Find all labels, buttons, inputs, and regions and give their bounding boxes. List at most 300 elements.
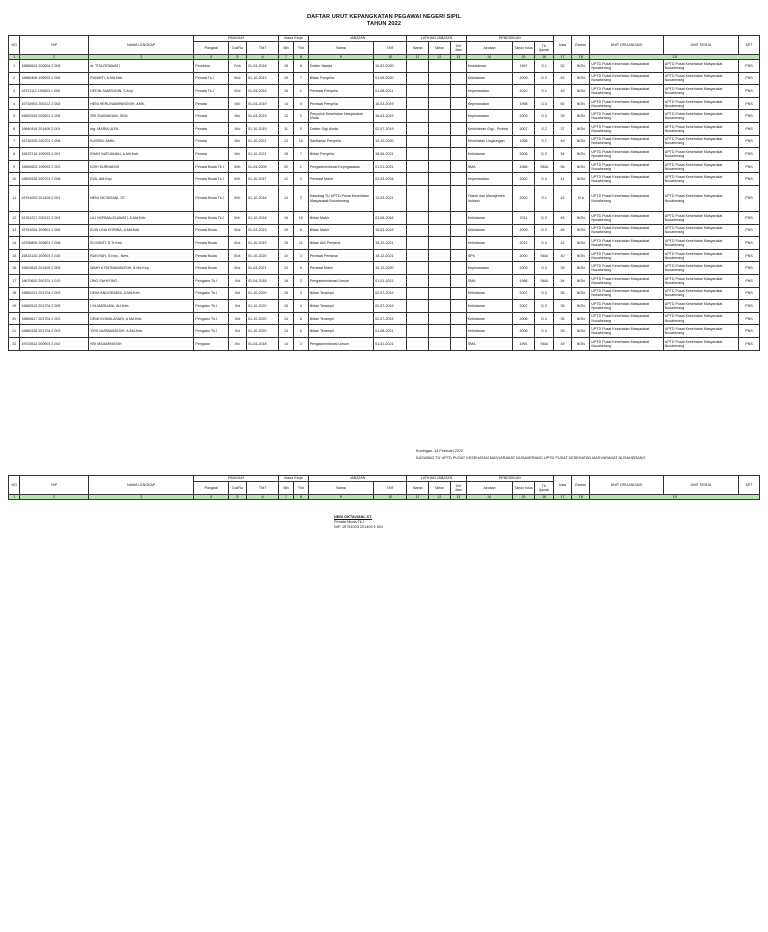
column-number: 4 — [194, 495, 228, 500]
row-eselon: NON — [572, 224, 590, 237]
table-row — [9, 135, 760, 148]
row-jabatan: Bidan Penyelia — [308, 72, 373, 85]
subheader-cell: Nama — [407, 482, 429, 495]
row-unit-kerja: UPTD Pusat Kesehatan Masyarakat Nusaherang — [663, 325, 739, 338]
row-jurusan: Kebidanan — [466, 224, 512, 237]
row-unit-kerja: UPTD Pusat Kesehatan Masyarakat Nusaherang — [663, 275, 739, 288]
row-tahun-lulus: 1986 — [512, 275, 535, 288]
row-masa-kerja-thn: 6 — [293, 224, 308, 237]
row-golongan: II/d — [228, 312, 246, 325]
row-jabatan: Bidan Mahir — [308, 224, 373, 237]
column-number: 9 — [308, 55, 373, 60]
table-row — [9, 173, 760, 186]
row-latihan-nama — [407, 148, 429, 161]
column-number: 2 — [20, 495, 89, 500]
row-jurusan: Kesehatan Lingkungan — [466, 135, 512, 148]
row-tmt-jabatan: 10-02-2020 — [374, 60, 407, 73]
row-pangkat: Pengatur — [194, 337, 228, 350]
row-eselon: NON — [572, 173, 590, 186]
header-no: NO — [9, 36, 20, 55]
row-tk-ijazah: S.1 — [535, 85, 553, 98]
row-masa-kerja-bln: 19 — [279, 72, 294, 85]
row-masa-kerja-bln: 11 — [279, 123, 294, 136]
row-latihan-tahun — [429, 287, 451, 300]
row-eselon: NON — [572, 85, 590, 98]
row-pangkat: Penata Muda — [194, 262, 228, 275]
row-usia: 46 — [553, 224, 571, 237]
row-masa-kerja-thn: 2 — [293, 186, 308, 212]
header-pendidikan: PENDIDIKAN — [466, 36, 553, 42]
row-ket: PNS — [739, 186, 760, 212]
row-unit-organisasi: UPTD Pusat Kesehatan Masyarakat Nusaherang — [590, 287, 663, 300]
row-latihan-jam — [450, 85, 466, 98]
row-no: 5 — [9, 110, 20, 123]
row-masa-kerja-bln: 15 — [279, 287, 294, 300]
row-unit-organisasi: UPTD Pusat Kesehatan Masyarakat Nusaherang — [590, 85, 663, 98]
column-number: 12 — [429, 495, 451, 500]
row-latihan-jam — [450, 312, 466, 325]
row-latihan-jam — [450, 212, 466, 225]
row-jurusan: Kebidanan — [466, 312, 512, 325]
row-ket: PNS — [739, 123, 760, 136]
row-tmt-jabatan: 10-12-2020 — [374, 262, 407, 275]
row-jurusan: Kebidanan — [466, 300, 512, 313]
table-row — [9, 97, 760, 110]
subheader-cell: Tk. Ijazah — [535, 482, 553, 495]
row-latihan-nama — [407, 262, 429, 275]
row-eselon: IV.b — [572, 186, 590, 212]
row-masa-kerja-bln: 15 — [279, 237, 294, 250]
row-no: 1 — [9, 60, 20, 73]
row-unit-organisasi: UPTD Pusat Kesehatan Masyarakat Nusaherang — [590, 249, 663, 262]
row-nama: drg. MARIA ULFA — [89, 123, 194, 136]
row-latihan-tahun — [429, 60, 451, 73]
subheader-cell: Tahun — [429, 482, 451, 495]
column-number: 1 — [9, 495, 20, 500]
row-nama: YESI NURANINGSIH, A.Md.Keb. — [89, 325, 194, 338]
row-ket: PNS — [739, 262, 760, 275]
column-number: 2 — [20, 55, 89, 60]
row-masa-kerja-bln: 14 — [279, 97, 294, 110]
row-unit-kerja: UPTD Pusat Kesehatan Masyarakat Nusaherang — [663, 287, 739, 300]
row-jurusan: Kebidanan — [466, 72, 512, 85]
row-golongan: II/d — [228, 287, 246, 300]
row-latihan-tahun — [429, 186, 451, 212]
row-latihan-nama — [407, 212, 429, 225]
column-number: 4 — [194, 55, 228, 60]
row-latihan-tahun — [429, 325, 451, 338]
row-golongan: III/c — [228, 123, 246, 136]
row-nama: DEWI KOMALASARI, A.Md.Keb. — [89, 312, 194, 325]
row-masa-kerja-thn: 3 — [293, 275, 308, 288]
header-pendidikan: PENDIDIKAN — [466, 476, 553, 482]
row-unit-organisasi: UPTD Pusat Kesehatan Masyarakat Nusaherang — [590, 275, 663, 288]
row-unit-organisasi: UPTD Pusat Kesehatan Masyarakat Nusaherang — [590, 110, 663, 123]
row-tk-ijazah: D.3 — [535, 148, 553, 161]
row-jabatan: Perawat Mahir — [308, 173, 373, 186]
row-tahun-lulus: 2000 — [512, 249, 535, 262]
row-pangkat: Penata Muda Tk.I — [194, 212, 228, 225]
row-jabatan: Bidan Terampil — [308, 287, 373, 300]
row-usia: 36 — [553, 287, 571, 300]
row-tmt-jabatan: 18-06-2021 — [374, 148, 407, 161]
row-unit-organisasi: UPTD Pusat Kesehatan Masyarakat Nusaherang — [590, 312, 663, 325]
column-number: 1 — [9, 55, 20, 60]
row-ket: PNS — [739, 135, 760, 148]
row-masa-kerja-thn: 3 — [293, 249, 308, 262]
row-masa-kerja-thn: 4 — [293, 300, 308, 313]
row-tmt-jabatan: 02-07-2019 — [374, 287, 407, 300]
row-golongan: III/c — [228, 148, 246, 161]
table-row — [9, 325, 760, 338]
row-jabatan: Pengadministrasi Umum — [308, 275, 373, 288]
row-latihan-nama — [407, 135, 429, 148]
row-pangkat: Pembina — [194, 60, 228, 73]
signature-rank: Penata Muda Tk.I — [334, 520, 364, 525]
header-pangkat: PANGKAT — [194, 36, 279, 42]
column-number: 5 — [228, 55, 246, 60]
row-usia: 42 — [553, 186, 571, 212]
row-tmt-jabatan: 01-01-2021 — [374, 275, 407, 288]
row-tk-ijazah: D.3 — [535, 312, 553, 325]
row-tk-ijazah: D.3 — [535, 110, 553, 123]
row-tmt-pangkat: 01-10-2021 — [247, 135, 279, 148]
row-nip: 19720512 200901 2 002 — [20, 337, 89, 350]
row-usia: 35 — [553, 312, 571, 325]
header-pangkat: PANGKAT — [194, 476, 279, 482]
header-latihan-jabatan: LATIHAN JABATAN — [407, 36, 467, 42]
header-nip: NIP — [20, 476, 89, 495]
row-tahun-lulus: 2008 — [512, 312, 535, 325]
row-eselon: NON — [572, 160, 590, 173]
row-latihan-jam — [450, 224, 466, 237]
row-no: 3 — [9, 85, 20, 98]
column-number: 17 — [553, 55, 571, 60]
column-number: 7 — [279, 495, 294, 500]
row-unit-kerja: UPTD Pusat Kesehatan Masyarakat Nusaherang — [663, 300, 739, 313]
row-latihan-tahun — [429, 110, 451, 123]
row-nama: SRI SUKMAYANI, SKM. — [89, 110, 194, 123]
row-unit-organisasi: UPTD Pusat Kesehatan Masyarakat Nusaherang — [590, 148, 663, 161]
row-tk-ijazah: D.3 — [535, 224, 553, 237]
row-latihan-jam — [450, 72, 466, 85]
header-usia: Usia — [553, 476, 571, 495]
row-no: 21 — [9, 325, 20, 338]
row-golongan: III/d — [228, 72, 246, 85]
row-masa-kerja-bln: 13 — [279, 325, 294, 338]
row-usia: 49 — [553, 85, 571, 98]
row-pangkat: Penata Muda Tk.I — [194, 173, 228, 186]
row-tk-ijazah: SMA — [535, 160, 553, 173]
row-pangkat: Pengatur Tk.I — [194, 300, 228, 313]
row-nip: 19680624 200604 2 008 — [20, 60, 89, 73]
row-unit-organisasi: UPTD Pusat Kesehatan Masyarakat Nusaherang — [590, 72, 663, 85]
row-jabatan: Bidan Penyelia — [308, 148, 373, 161]
row-jabatan: Dokter Madya — [308, 60, 373, 73]
row-nama: WAHYU RATNANINGSIH, A.Md.Kep. — [89, 262, 194, 275]
row-masa-kerja-bln: 20 — [279, 160, 294, 173]
row-nama: RUKIYAH, S.Kep., Ners. — [89, 249, 194, 262]
row-pangkat: Pengatur Tk.I — [194, 312, 228, 325]
column-number: 19 — [590, 55, 760, 60]
row-nama: EDIH KURNIASIH — [89, 160, 194, 173]
row-masa-kerja-bln: 10 — [279, 249, 294, 262]
row-no: 6 — [9, 123, 20, 136]
row-latihan-nama — [407, 97, 429, 110]
row-tahun-lulus: 2007 — [512, 300, 535, 313]
row-masa-kerja-bln: 13 — [279, 135, 294, 148]
row-golongan: III/b — [228, 186, 246, 212]
row-nip: 19820815 201409 2 005 — [20, 262, 89, 275]
row-ket: PNS — [739, 287, 760, 300]
row-nip: 19790805 200801 2 008 — [20, 237, 89, 250]
row-no: 8 — [9, 148, 20, 161]
column-number: 13 — [450, 495, 466, 500]
signature-block — [334, 515, 383, 531]
row-ket: PNS — [739, 212, 760, 225]
row-latihan-tahun — [429, 85, 451, 98]
column-number: 18 — [572, 55, 590, 60]
row-masa-kerja-bln: 18 — [279, 60, 294, 73]
row-usia: 35 — [553, 325, 571, 338]
row-tmt-pangkat: 01-10-2019 — [247, 237, 279, 250]
row-ket: PNS — [739, 110, 760, 123]
column-number: 6 — [247, 495, 279, 500]
table-row — [9, 237, 760, 250]
row-golongan: III/c — [228, 135, 246, 148]
header-usia: Usia — [553, 36, 571, 55]
row-latihan-nama — [407, 300, 429, 313]
row-eselon: NON — [572, 312, 590, 325]
row-unit-kerja: UPTD Pusat Kesehatan Masyarakat Nusaherang — [663, 224, 739, 237]
row-ket: PNS — [739, 312, 760, 325]
row-tmt-jabatan: 15-12-2021 — [374, 249, 407, 262]
row-pangkat: Penata Tk.I — [194, 72, 228, 85]
row-nip: 19650603 199003 2 002 — [20, 160, 89, 173]
subheader-cell: TMT — [374, 42, 407, 55]
row-tmt-jabatan: 02-07-2019 — [374, 300, 407, 313]
subheader-cell: Thn — [293, 42, 308, 55]
row-usia: 52 — [553, 60, 571, 73]
column-number: 8 — [293, 55, 308, 60]
row-jurusan: SPK — [466, 249, 512, 262]
subheader-cell: TMT — [247, 42, 279, 55]
row-tmt-pangkat: 01-04-2018 — [247, 275, 279, 288]
row-latihan-jam — [450, 249, 466, 262]
row-golongan: II/d — [228, 275, 246, 288]
row-nama: ELIYANTI, S.Tr.Keb. — [89, 237, 194, 250]
signature-name: NENI OKTAVIANI, ST. — [334, 515, 373, 519]
row-unit-kerja: UPTD Pusat Kesehatan Masyarakat Nusaherang — [663, 212, 739, 225]
header-latihan-jabatan: LATIHAN JABATAN — [407, 476, 467, 482]
row-unit-kerja: UPTD Pusat Kesehatan Masyarakat Nusaherang — [663, 312, 739, 325]
row-pangkat: Penata Muda — [194, 237, 228, 250]
row-unit-organisasi: UPTD Pusat Kesehatan Masyarakat Nusaherang — [590, 135, 663, 148]
row-ket: PNS — [739, 249, 760, 262]
row-latihan-nama — [407, 72, 429, 85]
row-ket: PNS — [739, 160, 760, 173]
row-jurusan: Keperawatan — [466, 262, 512, 275]
row-jurusan: SMA — [466, 160, 512, 173]
row-unit-organisasi: UPTD Pusat Kesehatan Masyarakat Nusaherang — [590, 173, 663, 186]
row-latihan-tahun — [429, 123, 451, 136]
row-latihan-nama — [407, 186, 429, 212]
row-pangkat: Pengatur Tk.I — [194, 325, 228, 338]
row-no: 11 — [9, 186, 20, 212]
row-unit-organisasi: UPTD Pusat Kesehatan Masyarakat Nusaherang — [590, 212, 663, 225]
subheader-cell: Tahun lulus — [512, 42, 535, 55]
row-masa-kerja-thn: 3 — [293, 337, 308, 350]
row-usia: 54 — [553, 275, 571, 288]
row-tmt-jabatan: 01-01-2021 — [374, 160, 407, 173]
row-unit-organisasi: UPTD Pusat Kesehatan Masyarakat Nusaherang — [590, 123, 663, 136]
row-nip: 19670620 200701 1 010 — [20, 275, 89, 288]
row-eselon: NON — [572, 123, 590, 136]
row-masa-kerja-bln: 18 — [279, 148, 294, 161]
row-latihan-jam — [450, 148, 466, 161]
row-tmt-pangkat: 01-04-2019 — [247, 224, 279, 237]
row-pangkat: Penata Muda — [194, 224, 228, 237]
row-unit-kerja: UPTD Pusat Kesehatan Masyarakat Nusaherang — [663, 173, 739, 186]
row-tahun-lulus: 1998 — [512, 135, 535, 148]
row-jabatan: Bidan Mahir — [308, 212, 373, 225]
row-latihan-nama — [407, 287, 429, 300]
row-tk-ijazah: SMA — [535, 275, 553, 288]
row-unit-kerja: UPTD Pusat Kesehatan Masyarakat Nusaherang — [663, 135, 739, 148]
row-tmt-pangkat: 01-10-2018 — [247, 212, 279, 225]
row-tmt-pangkat: 01-04-2015 — [247, 85, 279, 98]
row-unit-kerja: UPTD Pusat Kesehatan Masyarakat Nusaherang — [663, 249, 739, 262]
row-latihan-jam — [450, 173, 466, 186]
row-tahun-lulus: 2002 — [512, 186, 535, 212]
row-jurusan: Keperawatan — [466, 173, 512, 186]
table-row — [9, 262, 760, 275]
header-nip: NIP — [20, 36, 89, 55]
row-tmt-pangkat: 01-04-2018 — [247, 337, 279, 350]
row-no: 15 — [9, 249, 20, 262]
row-ket: PNS — [739, 72, 760, 85]
row-nip: 19721112 199803 1 006 — [20, 85, 89, 98]
row-golongan: III/d — [228, 85, 246, 98]
row-unit-kerja: UPTD Pusat Kesehatan Masyarakat Nusaherang — [663, 123, 739, 136]
header-jabatan: JABATAN — [308, 476, 406, 482]
row-tk-ijazah: D.3 — [535, 97, 553, 110]
row-tmt-jabatan: 18-03-2019 — [374, 110, 407, 123]
row-usia: 45 — [553, 212, 571, 225]
subheader-cell: Bln — [279, 42, 294, 55]
signature-place-date: Kuningan, 14 Februari 2022 — [416, 449, 464, 453]
row-golongan: II/d — [228, 325, 246, 338]
header-unit-kerja: UNIT KERJA — [663, 476, 739, 495]
row-tmt-pangkat: 01-04-2019 — [247, 97, 279, 110]
row-nama: ONO SAHYONO — [89, 275, 194, 288]
row-tahun-lulus: 1991 — [512, 337, 535, 350]
row-jurusan: Keperawatan — [466, 85, 512, 98]
row-tmt-jabatan: 18-03-2019 — [374, 224, 407, 237]
row-tmt-pangkat: 01-04-2018 — [247, 60, 279, 73]
row-pangkat: Pengatur Tk.I — [194, 275, 228, 288]
row-no: 2 — [9, 72, 20, 85]
row-tk-ijazah: SMA — [535, 249, 553, 262]
subheader-cell: Tahun lulus — [512, 482, 535, 495]
row-golongan: III/c — [228, 110, 246, 123]
row-latihan-tahun — [429, 135, 451, 148]
row-no: 7 — [9, 135, 20, 148]
row-tmt-pangkat: 01-10-2019 — [247, 123, 279, 136]
row-latihan-tahun — [429, 72, 451, 85]
row-tmt-jabatan: 03-08-2016 — [374, 212, 407, 225]
subheader-cell: Jml Jam — [450, 42, 466, 55]
row-nip: 19761227 200212 2 004 — [20, 212, 89, 225]
header-ket: KET — [739, 36, 760, 55]
column-number: 15 — [512, 495, 535, 500]
subheader-cell: Tahun — [429, 42, 451, 55]
row-latihan-jam — [450, 337, 466, 350]
header-jabatan: JABATAN — [308, 36, 406, 42]
header-unit-kerja: UNIT KERJA — [663, 36, 739, 55]
row-tk-ijazah: D.3 — [535, 300, 553, 313]
row-tk-ijazah: D.3 — [535, 325, 553, 338]
row-nama: dr. TITA RITAWATI — [89, 60, 194, 73]
row-latihan-nama — [407, 249, 429, 262]
column-number: 11 — [407, 55, 429, 60]
column-number: 3 — [89, 55, 194, 60]
row-unit-organisasi: UPTD Pusat Kesehatan Masyarakat Nusaherang — [590, 262, 663, 275]
row-golongan: III/a — [228, 237, 246, 250]
row-nama: EVA, AM.Kep. — [89, 173, 194, 186]
row-tahun-lulus: 2009 — [512, 224, 535, 237]
column-number: 7 — [279, 55, 294, 60]
table-row — [9, 337, 760, 350]
row-unit-organisasi: UPTD Pusat Kesehatan Masyarakat Nusaherang — [590, 325, 663, 338]
row-nama: LILI NORMALELAWATI, A.Md.Keb. — [89, 212, 194, 225]
row-latihan-tahun — [429, 148, 451, 161]
column-number: 10 — [374, 495, 407, 500]
row-no: 16 — [9, 262, 20, 275]
row-usia: 49 — [553, 135, 571, 148]
row-unit-organisasi: UPTD Pusat Kesehatan Masyarakat Nusaherang — [590, 97, 663, 110]
row-masa-kerja-bln: 14 — [279, 186, 294, 212]
row-ket: PNS — [739, 85, 760, 98]
row-jurusan: Keperawatan — [466, 110, 512, 123]
row-tk-ijazah: S.2 — [535, 123, 553, 136]
row-ket: PNS — [739, 275, 760, 288]
column-number: 12 — [429, 55, 451, 60]
row-masa-kerja-thn: 10 — [293, 212, 308, 225]
row-tk-ijazah: D.3 — [535, 237, 553, 250]
row-jurusan: Kebidanan — [466, 212, 512, 225]
row-eselon: NON — [572, 212, 590, 225]
row-unit-organisasi: UPTD Pusat Kesehatan Masyarakat Nusaherang — [590, 224, 663, 237]
row-no: 17 — [9, 275, 20, 288]
row-unit-kerja: UPTD Pusat Kesehatan Masyarakat Nusaherang — [663, 97, 739, 110]
row-jurusan: Kebidanan — [466, 325, 512, 338]
row-tmt-jabatan: 18-03-2019 — [374, 97, 407, 110]
row-latihan-nama — [407, 312, 429, 325]
table-row — [9, 160, 760, 173]
row-eselon: NON — [572, 135, 590, 148]
row-masa-kerja-thn: 1 — [293, 85, 308, 98]
row-nip: 19820916 200501 2 006 — [20, 110, 89, 123]
row-latihan-nama — [407, 173, 429, 186]
subheader-cell: Pangkat — [194, 482, 228, 495]
row-latihan-tahun — [429, 160, 451, 173]
row-usia: 54 — [553, 148, 571, 161]
row-golongan: III/a — [228, 224, 246, 237]
subheader-cell: Pangkat — [194, 42, 228, 55]
row-jabatan: Kasubag TU UPTD Pusat Kesehatan Masyarakat Nusaherang — [308, 186, 373, 212]
row-tmt-jabatan: 12-03-2021 — [374, 186, 407, 212]
